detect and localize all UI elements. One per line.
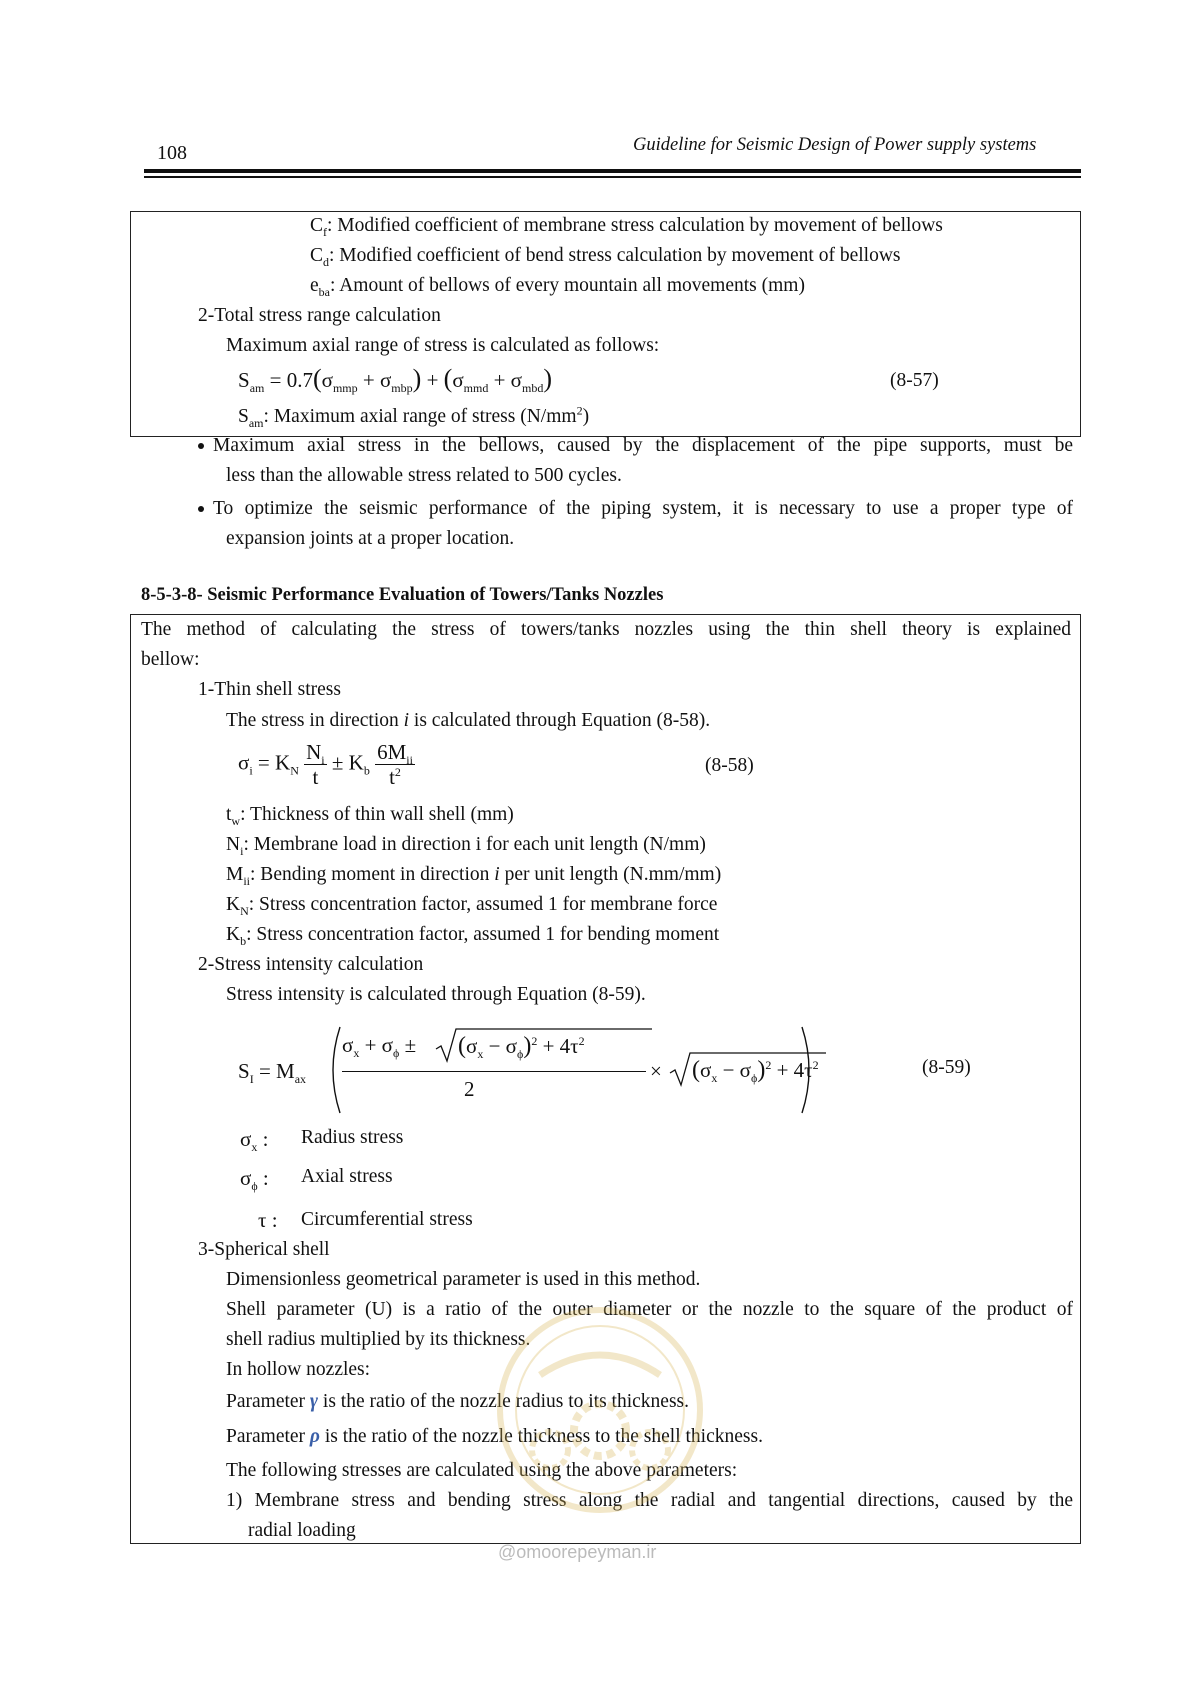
equation-8-58: $\sigma_i = K_N$ $\frac{N_i}{t}$ ± $K_b$ $\frac{6M_{ii}}{t^2}$ — [238, 740, 413, 789]
equation-number: (8-57) — [890, 370, 939, 391]
paragraph: bellow: — [141, 649, 200, 670]
list-item: 1) Membrane stress and bending stress along the radial and tangential directions, caused by the — [226, 1490, 1073, 1511]
bullet-text: To optimize the seismic performance of the piping system, it is necessary to use a proper type of — [213, 498, 1073, 519]
paragraph: Shell parameter (U) is a ratio of the outer diameter or the nozzle to the square of the product of — [226, 1299, 1073, 1320]
definition-tw: $t_w$: Thickness of thin wall shell (mm) — [226, 804, 514, 828]
symbol-definition: Axial stress — [301, 1166, 393, 1187]
item-heading: 2-Stress intensity calculation — [198, 954, 424, 975]
definition-eba: $e_{ba}$: Amount of bellows of every mountain all movements (mm) — [310, 275, 805, 299]
symbol-sigma-phi: $\sigma_\phi$ : — [240, 1166, 269, 1194]
equation-number: (8-59) — [922, 1057, 971, 1078]
paragraph: The method of calculating the stress of towers/tanks nozzles using the thin shell theory is explained — [141, 619, 1071, 640]
symbol-sigma-x: $\sigma_x$ : — [240, 1127, 269, 1155]
big-paren-left — [324, 1025, 344, 1115]
definition-mii: $M_{ii}$: Bending moment in direction i per unit length (N.mm/mm) — [226, 864, 722, 888]
paragraph: Parameter ρ is the ratio of the nozzle thickness to the shell thickness. — [226, 1426, 763, 1447]
definition-ni: $N_i$: Membrane load in direction i for each unit length (N/mm) — [226, 834, 706, 858]
equation-8-59: $S_I = M_{ax}$ $\sigma_x + \sigma_\phi$ ± $(\sigma_x - \sigma_\phi)^2 + 4\tau^2$ 2 × $(\sigma_x - \sigma_\phi)^2 + 4\tau^2$ — [238, 1025, 818, 1115]
running-title: Guideline for Seismic Design of Power supply systems — [633, 135, 1037, 155]
paragraph: Maximum axial range of stress is calculated as follows: — [226, 335, 660, 356]
gamma-symbol: γ — [309, 1391, 319, 1412]
list-item: radial loading — [248, 1520, 356, 1541]
definition-kb: $K_b$: Stress concentration factor, assumed 1 for bending moment — [226, 924, 720, 948]
bullet-text: expansion joints at a proper location. — [226, 528, 515, 549]
definition-kn: $K_N$: Stress concentration factor, assumed 1 for membrane force — [226, 894, 718, 918]
section-heading: 8-5-3-8- Seismic Performance Evaluation of Towers/Tanks Nozzles — [141, 585, 664, 605]
definition-sam: $S_{am}$: Maximum axial range of stress $(N/mm^2)$ — [238, 403, 590, 430]
rho-symbol: ρ — [309, 1426, 320, 1447]
watermark-text: @omoorepeyman.ir — [498, 1542, 657, 1562]
paragraph: The following stresses are calculated using the above parameters: — [226, 1460, 738, 1481]
bullet-dot — [198, 443, 204, 449]
paragraph: Stress intensity is calculated through Equation (8-59). — [226, 984, 646, 1005]
bullet-text: Maximum axial stress in the bellows, caused by the displacement of the pipe supports, must be — [213, 435, 1073, 456]
page-number: 108 — [157, 142, 187, 164]
paragraph: The stress in direction i is calculated through Equation (8-58). — [226, 710, 711, 731]
definition-cd: $C_d$: Modified coefficient of bend stress calculation by movement of bellows — [310, 245, 901, 269]
header-rule-thick — [144, 169, 1081, 173]
symbol-tau: τ : — [258, 1208, 278, 1232]
symbol-definition: Circumferential stress — [301, 1209, 473, 1230]
equation-number: (8-58) — [705, 755, 754, 776]
item-heading: 3-Spherical shell — [198, 1239, 330, 1260]
paragraph: Dimensionless geometrical parameter is used in this method. — [226, 1269, 701, 1290]
item-heading: 1-Thin shell stress — [198, 679, 341, 700]
item-heading: 2-Total stress range calculation — [198, 305, 441, 326]
definition-cf: $C_f$: Modified coefficient of membrane stress calculation by movement of bellows — [310, 215, 943, 239]
header-rule-thin — [144, 176, 1081, 178]
paragraph: Parameter γ is the ratio of the nozzle radius to its thickness. — [226, 1391, 690, 1412]
watermark-seal-icon — [490, 1300, 710, 1520]
bullet-dot — [198, 506, 204, 512]
bullet-text: less than the allowable stress related to 500 cycles. — [226, 465, 622, 486]
fraction-bar — [342, 1071, 646, 1072]
equation-8-57: $S_{am} = 0.7(\sigma_{mmp} + \sigma_{mbp}) + (\sigma_{mmd} + \sigma_{mbd})$ — [238, 364, 553, 396]
paragraph: shell radius multiplied by its thickness. — [226, 1329, 531, 1350]
symbol-definition: Radius stress — [301, 1127, 404, 1148]
paragraph: In hollow nozzles: — [226, 1359, 371, 1380]
big-paren-right — [798, 1025, 818, 1115]
